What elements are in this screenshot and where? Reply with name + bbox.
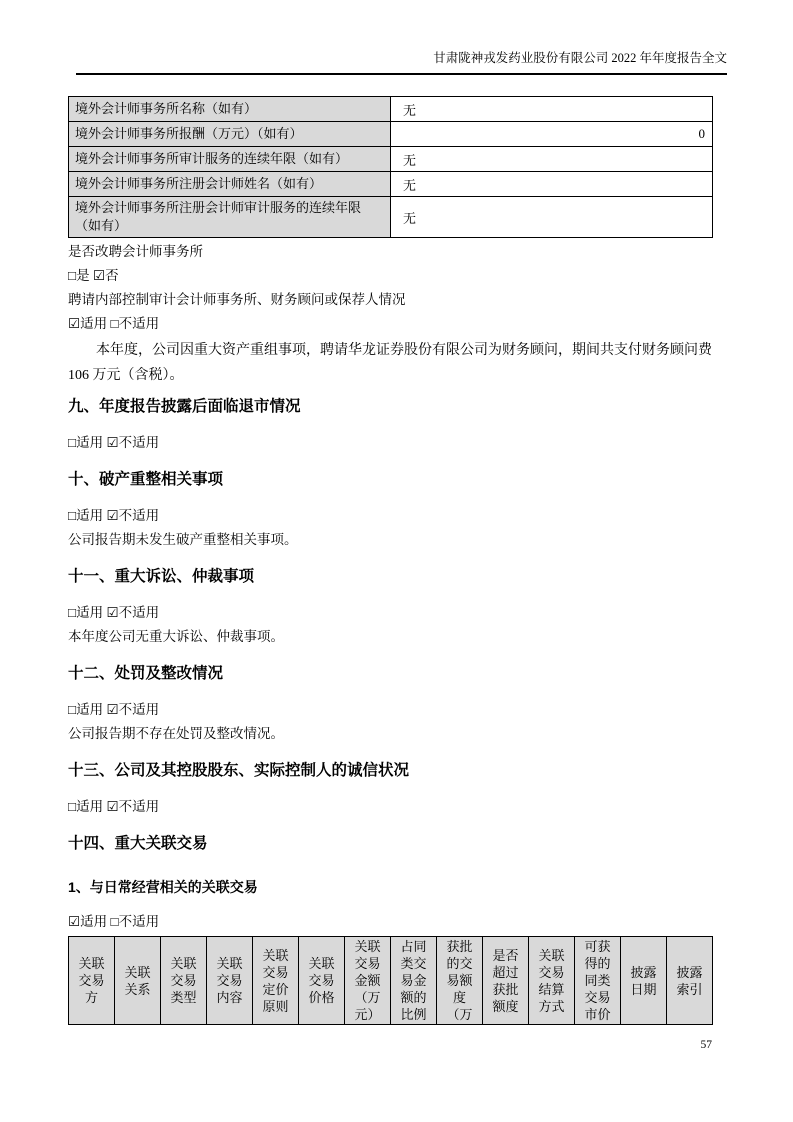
- table-row: [69, 172, 713, 197]
- running-header: [76, 50, 727, 75]
- section-11-note: 本年度公司无重大诉讼、仲裁事项。: [68, 629, 284, 644]
- financial-advisor-paragraph: 本年度，公司因重大资产重组事项，聘请华龙证券股份有限公司为财务顾问，期间共支付财务顾问费 106 万元（含税）。: [68, 343, 712, 383]
- overseas-auditor-table: [68, 96, 713, 238]
- section-12-heading: 十二、处罚及整改情况: [68, 665, 224, 682]
- section-12-applicability-checkboxes: □适用 ☑不适用: [68, 702, 160, 717]
- column-header: 关联交易金额（万元）: [345, 937, 391, 1025]
- page-content: [68, 96, 713, 1025]
- section-10-applicability-checkboxes: □适用 ☑不适用: [68, 508, 160, 523]
- row-label: 境外会计师事务所审计服务的连续年限（如有）: [69, 147, 391, 172]
- row-label: 境外会计师事务所报酬（万元）（如有）: [69, 122, 391, 147]
- section-10-heading: 十、破产重整相关事项: [68, 471, 224, 488]
- table-header-row: [69, 937, 713, 1025]
- section-14-heading: 十四、重大关联交易: [68, 835, 208, 852]
- column-header: 是否超过获批额度: [483, 937, 529, 1025]
- page-number: 57: [700, 1039, 712, 1051]
- column-header: 关联交易价格: [299, 937, 345, 1025]
- row-value: 无: [391, 197, 713, 238]
- column-header: 获批的交易额度（万: [437, 937, 483, 1025]
- table-row: [69, 197, 713, 238]
- column-header: 披露索引: [667, 937, 713, 1025]
- table-row: [69, 122, 713, 147]
- row-value: 无: [391, 147, 713, 172]
- row-label: 境外会计师事务所名称（如有）: [69, 97, 391, 122]
- column-header: 关联交易定价原则: [253, 937, 299, 1025]
- column-header: 关联交易类型: [161, 937, 207, 1025]
- column-header: 关联关系: [115, 937, 161, 1025]
- subsection-1-applicability-checkboxes: ☑适用 □不适用: [68, 914, 160, 929]
- column-header: 关联交易内容: [207, 937, 253, 1025]
- engagement-statement: 聘请内部控制审计会计师事务所、财务顾问或保荐人情况: [68, 292, 406, 307]
- related-transactions-table: [68, 936, 713, 1025]
- row-value: 无: [391, 97, 713, 122]
- subsection-1-heading: 1、与日常经营相关的关联交易: [68, 879, 258, 895]
- report-title: 甘肃陇神戎发药业股份有限公司 2022 年年度报告全文: [433, 51, 727, 65]
- column-header: 关联交易结算方式: [529, 937, 575, 1025]
- engagement-applicability-checkboxes: ☑适用 □不适用: [68, 316, 160, 331]
- section-11-applicability-checkboxes: □适用 ☑不适用: [68, 605, 160, 620]
- table-row: [69, 97, 713, 122]
- auditor-change-yes-no-checkboxes: □是 ☑否: [68, 268, 119, 283]
- column-header: 占同类交易金额的比例: [391, 937, 437, 1025]
- auditor-change-question: 是否改聘会计师事务所: [68, 244, 203, 259]
- table-row: [69, 147, 713, 172]
- row-label: 境外会计师事务所注册会计师姓名（如有）: [69, 172, 391, 197]
- row-label: 境外会计师事务所注册会计师审计服务的连续年限（如有）: [69, 197, 391, 238]
- section-9-heading: 九、年度报告披露后面临退市情况: [68, 398, 301, 415]
- section-13-heading: 十三、公司及其控股股东、实际控制人的诚信状况: [68, 762, 410, 779]
- section-10-note: 公司报告期未发生破产重整相关事项。: [68, 532, 298, 547]
- row-value: 0: [391, 122, 713, 147]
- section-11-heading: 十一、重大诉讼、仲裁事项: [68, 568, 255, 585]
- column-header: 披露日期: [621, 937, 667, 1025]
- row-value: 无: [391, 172, 713, 197]
- column-header: 可获得的同类交易市价: [575, 937, 621, 1025]
- section-9-applicability-checkboxes: □适用 ☑不适用: [68, 435, 160, 450]
- column-header: 关联交易方: [69, 937, 115, 1025]
- section-12-note: 公司报告期不存在处罚及整改情况。: [68, 726, 284, 741]
- section-13-applicability-checkboxes: □适用 ☑不适用: [68, 799, 160, 814]
